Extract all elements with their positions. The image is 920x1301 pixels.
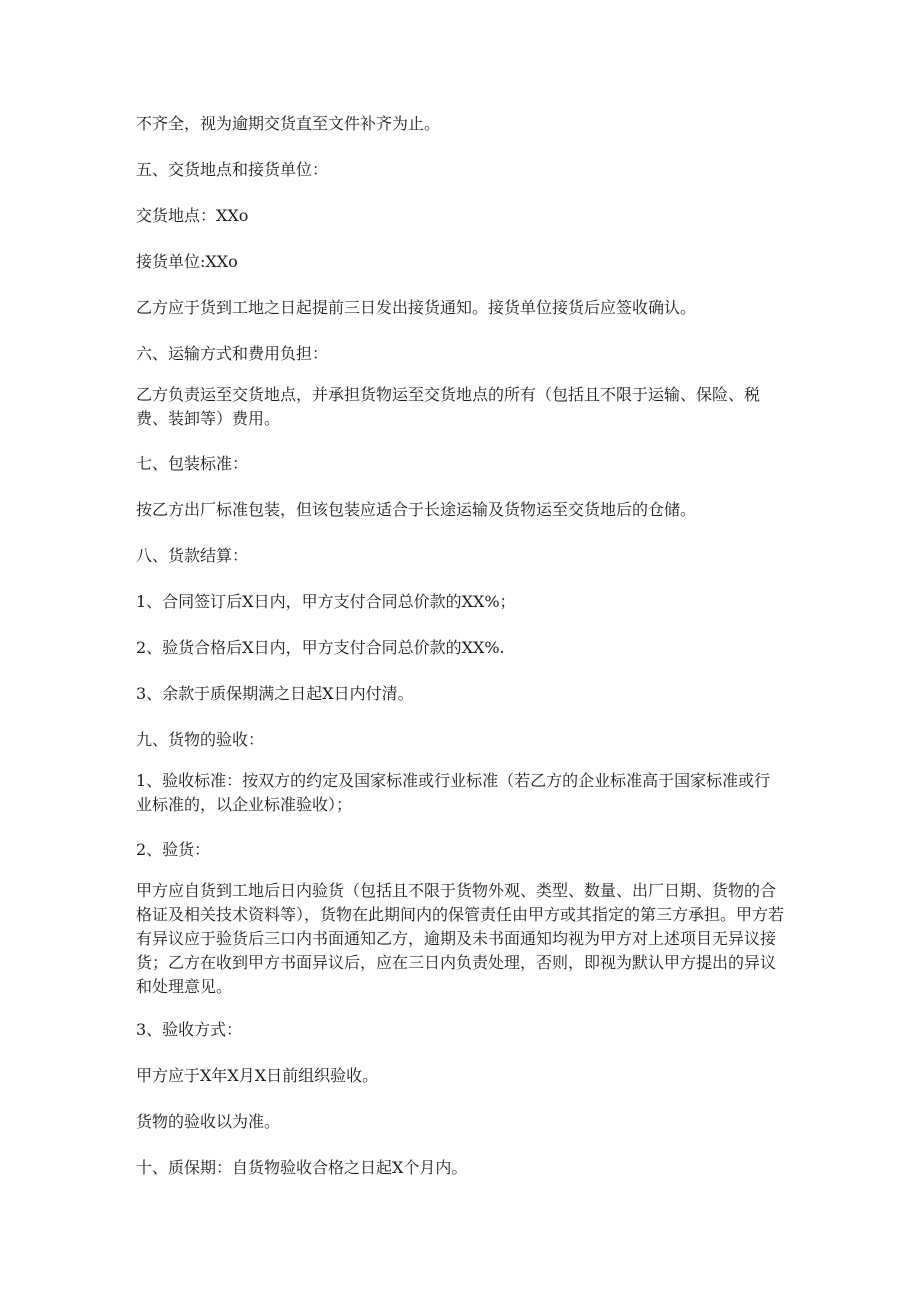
paragraph-packaging: 按乙方出厂标准包装，但该包装应适合于长途运输及货物运至交货地后的仓储。 bbox=[136, 500, 697, 519]
paragraph-payment-2: 2、验货合格后X日内，甲方支付合同总价款的XX%. bbox=[136, 638, 505, 657]
paragraph-payment-1: 1、合同签订后X日内，甲方支付合同总价款的XX%； bbox=[136, 592, 516, 611]
heading-section-5: 五、交货地点和接货单位： bbox=[136, 160, 329, 179]
heading-inspection: 2、验货： bbox=[136, 840, 211, 859]
heading-acceptance-method: 3、验收方式： bbox=[136, 1020, 243, 1039]
paragraph-delivery-location: 交货地点：XXo bbox=[136, 206, 249, 225]
heading-section-9: 九、货物的验收： bbox=[136, 730, 265, 749]
paragraph-acceptance-standard: 1、验收标准：按双方的约定及国家标准或行业标准（若乙方的企业标准高于国家标准或行业标准的，以企业标准验收）； bbox=[136, 771, 771, 814]
paragraph-inspection-detail: 甲方应自货到工地后日内验货（包括且不限于货物外观、类型、数量、出厂日期、货物的合格证及相关技术资料等），货物在此期间内的保管责任由甲方或其指定的第三方承担。甲方若有异议应于验货后三口内书面通知乙方，逾期及未书面通知均视为甲方对上述项目无异议接货；乙方在收到甲方书面异议后，应在三日内负责处理，否则，即视为默认甲方提出的异议和处理意见。 bbox=[136, 881, 785, 996]
paragraph-receiving-unit: 接货单位:XXo bbox=[136, 252, 238, 271]
heading-section-6: 六、运输方式和费用负担： bbox=[136, 344, 329, 363]
paragraph-acceptance-basis: 货物的验收以为准。 bbox=[136, 1112, 281, 1131]
heading-section-10-warranty: 十、质保期：自货物验收合格之日起X个月内。 bbox=[136, 1158, 468, 1177]
paragraph-delivery-notice: 乙方应于货到工地之日起提前三日发出接货通知。接货单位接货后应签收确认。 bbox=[136, 298, 697, 317]
paragraph-payment-3: 3、余款于质保期满之日起X日内付清。 bbox=[136, 684, 414, 703]
paragraph-transport-cost: 乙方负责运至交货地点，并承担货物运至交货地点的所有（包括且不限于运输、保险、税费、装卸等）费用。 bbox=[136, 385, 761, 428]
heading-section-8: 八、货款结算： bbox=[136, 546, 249, 565]
paragraph-delivery-docs-tail: 不齐全，视为逾期交货直至文件补齐为止。 bbox=[136, 114, 441, 133]
paragraph-acceptance-date: 甲方应于X年X月X日前组织验收。 bbox=[136, 1066, 379, 1085]
heading-section-7: 七、包装标准： bbox=[136, 454, 249, 473]
